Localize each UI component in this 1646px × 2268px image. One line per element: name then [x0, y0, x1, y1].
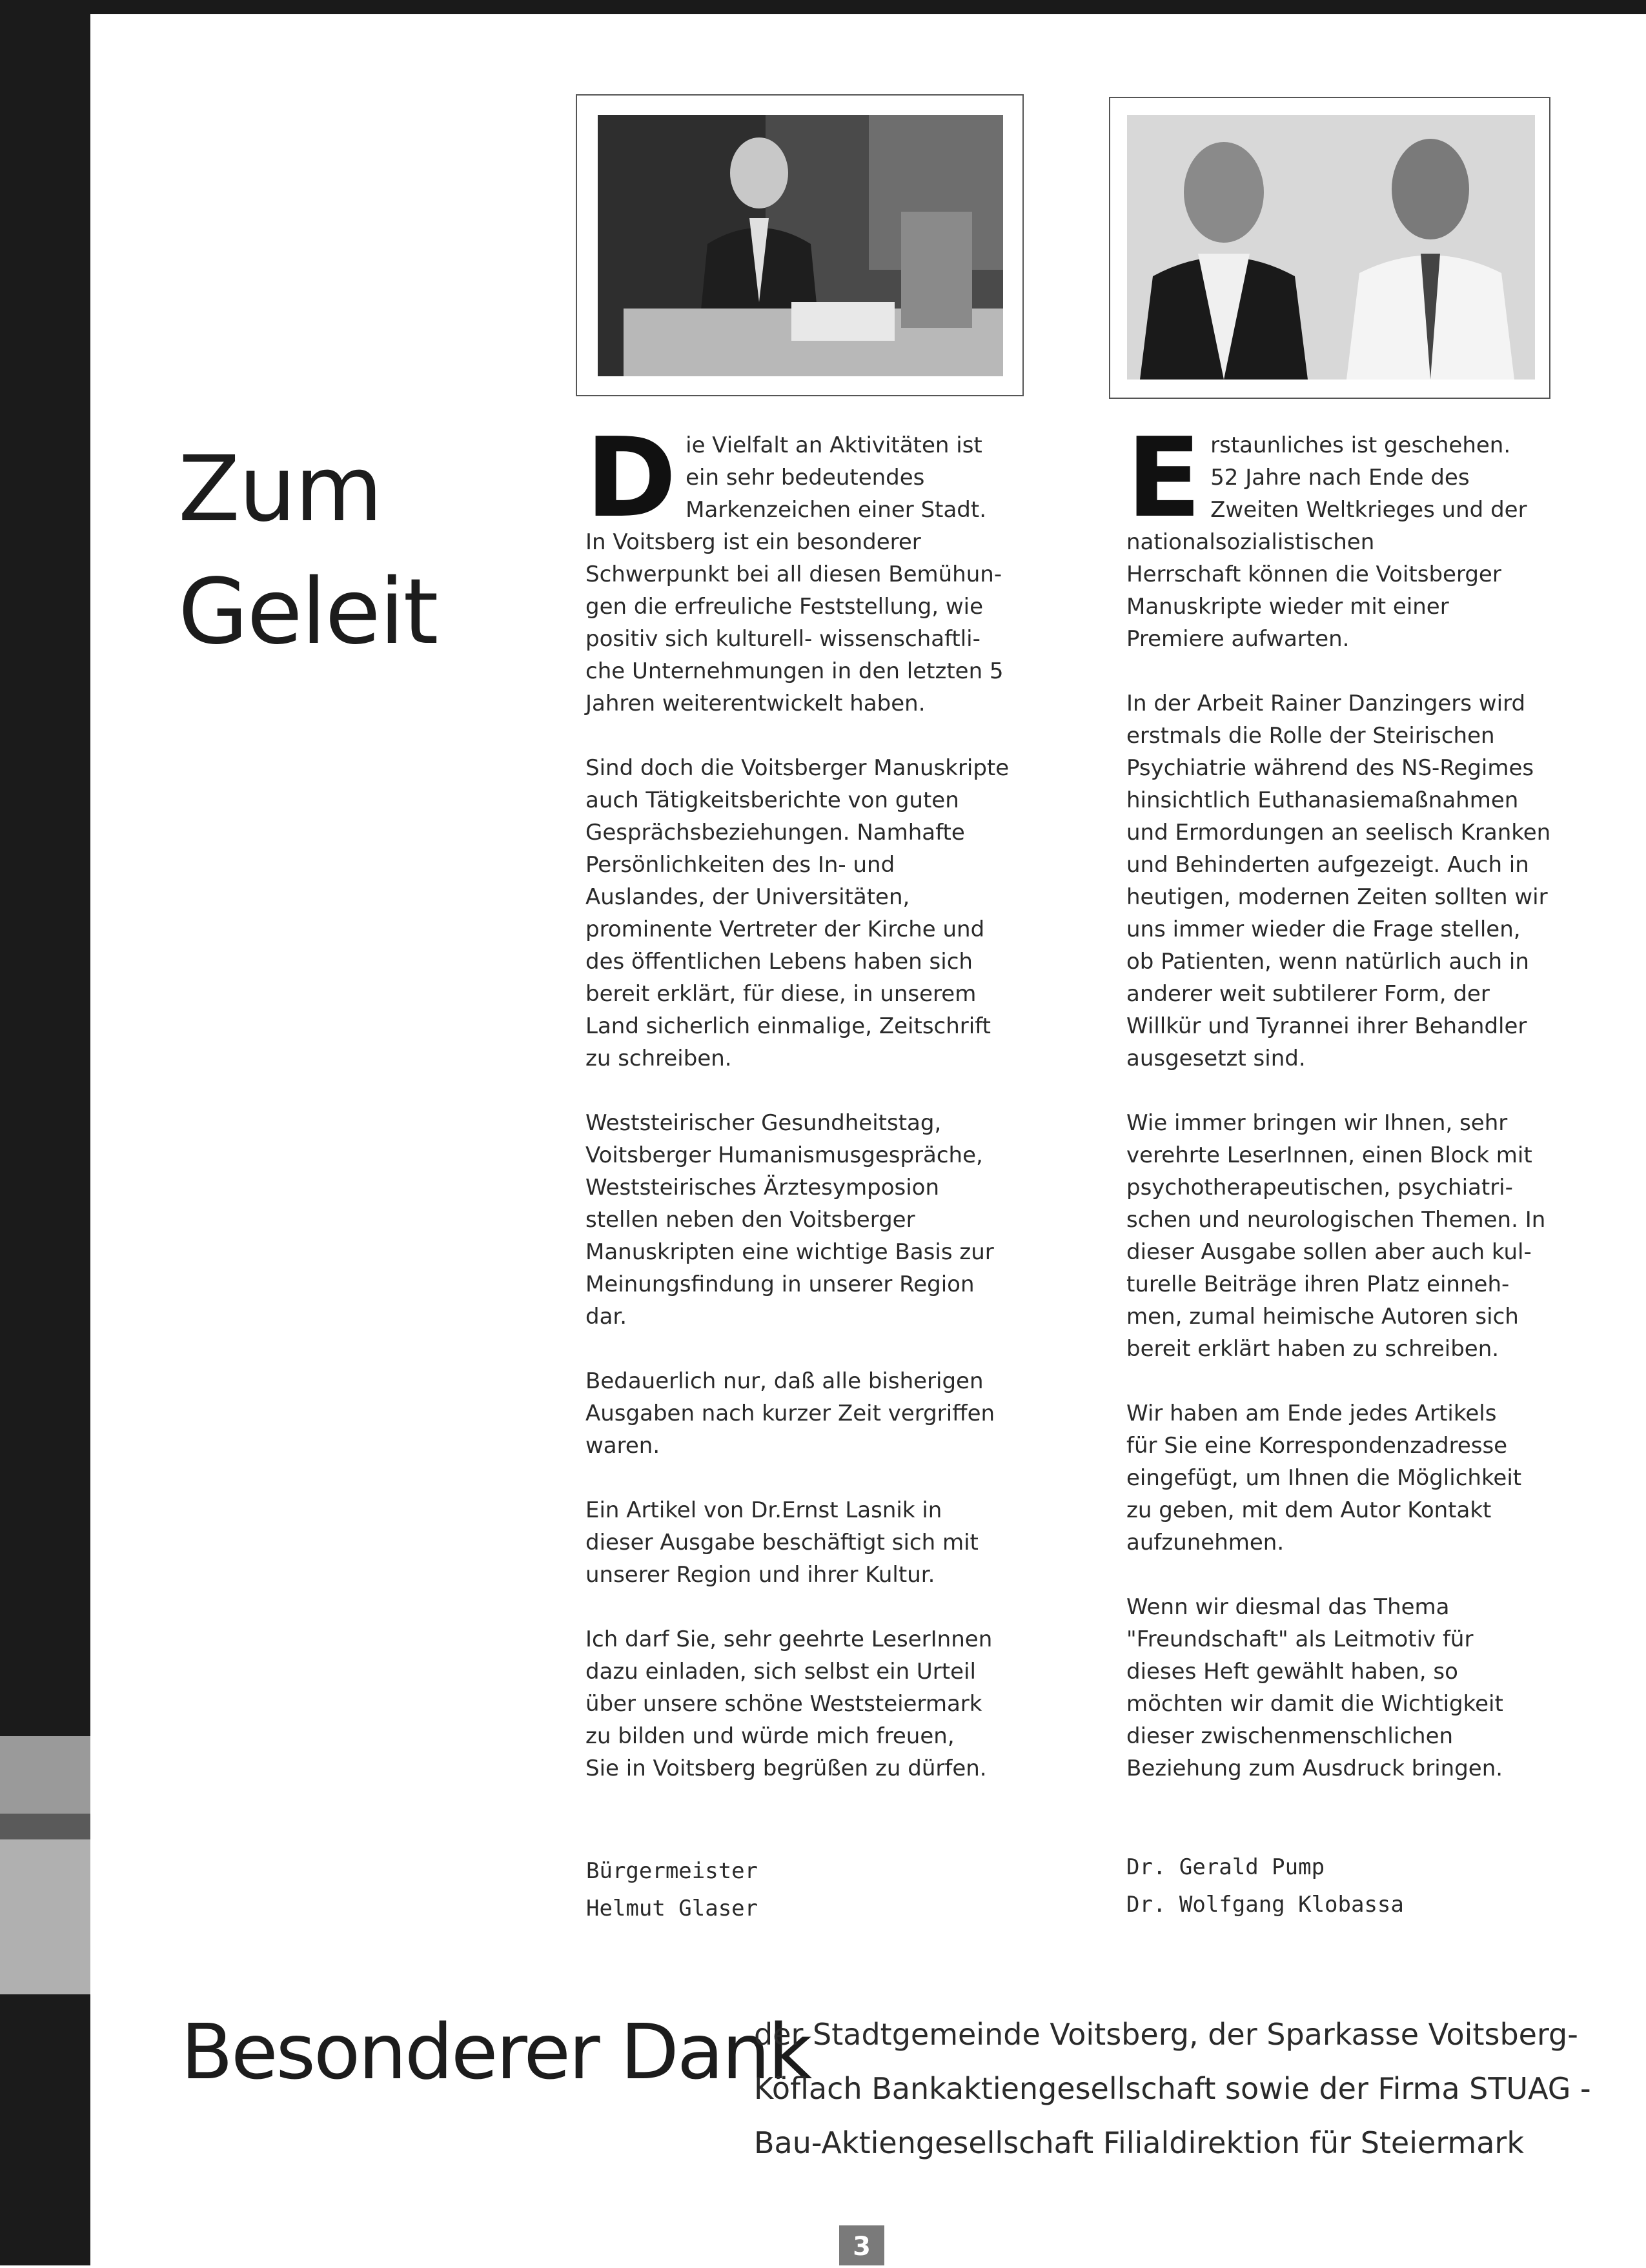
paragraph — [1126, 1107, 1565, 1365]
text-line: dar. — [585, 1304, 627, 1330]
text-line: Markenzeichen einer Stadt. — [686, 497, 987, 523]
text-line: psychotherapeutischen, psychiatri- — [1126, 1175, 1513, 1200]
text-line: gen die erfreuliche Feststellung, wie — [585, 594, 984, 620]
text-line: zu bilden und würde mich freuen, — [585, 1723, 955, 1749]
left-column — [585, 414, 1024, 1817]
page-title-line2: Geleit — [178, 560, 438, 665]
scan-band — [0, 1839, 90, 1994]
text-line: Psychiatrie während des NS-Regimes — [1126, 755, 1534, 781]
text-line: dazu einladen, sich selbst ein Urteil — [585, 1659, 976, 1685]
paragraph — [585, 1365, 1024, 1462]
text-line: des öffentlichen Lebens haben sich — [585, 949, 973, 975]
text-line: Premiere aufwarten. — [1126, 626, 1350, 652]
text-line: Sie in Voitsberg begrüßen zu dürfen. — [585, 1756, 987, 1781]
text-line: möchten wir damit die Wichtigkeit — [1126, 1691, 1503, 1717]
text-line: che Unternehmungen in den letzten 5 — [585, 658, 1004, 684]
photo-frame-mayor — [576, 94, 1024, 396]
signature-mayor — [586, 1852, 758, 1927]
signature-line: Helmut Glaser — [586, 1896, 758, 1921]
photo-two-editors — [1127, 115, 1535, 380]
text-line: für Sie eine Korrespondenzadresse — [1126, 1433, 1508, 1459]
thanks-text — [754, 2007, 1591, 2170]
text-line: Beziehung zum Ausdruck bringen. — [1126, 1756, 1503, 1781]
text-line: ie Vielfalt an Aktivitäten ist — [686, 432, 982, 458]
text-line: anderer weit subtilerer Form, der — [1126, 981, 1490, 1007]
paragraph — [1126, 558, 1565, 655]
text-line: "Freundschaft" als Leitmotiv für — [1126, 1626, 1474, 1652]
text-line: dieser Ausgabe sollen aber auch kul- — [1126, 1239, 1532, 1265]
signature-line: Dr. Wolfgang Klobassa — [1126, 1892, 1404, 1918]
text-line: prominente Vertreter der Kirche und — [585, 916, 985, 942]
text-line: Willkür und Tyrannei ihrer Behandler — [1126, 1013, 1527, 1039]
signature-line: Bürgermeister — [586, 1858, 758, 1884]
paragraph — [585, 1494, 1024, 1591]
text-line: dieser Ausgabe beschäftigt sich mit — [585, 1530, 979, 1555]
paragraph — [585, 1107, 1024, 1333]
text-line: Zweiten Weltkrieges und der — [1210, 497, 1527, 523]
text-line: dieses Heft gewählt haben, so — [1126, 1659, 1458, 1685]
text-line: ausgesetzt sind. — [1126, 1046, 1306, 1071]
text-line: aufzunehmen. — [1126, 1530, 1285, 1555]
scan-band — [0, 1736, 90, 1814]
photo-frame-editors — [1109, 97, 1550, 399]
text-line: schen und neurologischen Themen. In — [1126, 1207, 1546, 1233]
text-line: rstaunliches ist geschehen. — [1210, 432, 1511, 458]
text-line: Meinungsfindung in unserer Region — [585, 1271, 975, 1297]
text-line: stellen neben den Voitsberger — [585, 1207, 915, 1233]
text-line: Bedauerlich nur, daß alle bisherigen — [585, 1368, 984, 1394]
signature-editors — [1126, 1848, 1404, 1923]
text-line: uns immer wieder die Frage stellen, — [1126, 916, 1521, 942]
text-line: 52 Jahre nach Ende des — [1210, 465, 1470, 491]
page-title-line1: Zum — [178, 437, 382, 542]
text-line: Sind doch die Voitsberger Manuskripte — [585, 755, 1010, 781]
text-line: Wenn wir diesmal das Thema — [1126, 1594, 1450, 1620]
text-line: eingefügt, um Ihnen die Möglichkeit — [1126, 1465, 1522, 1491]
text-line: erstmals die Rolle der Steirischen — [1126, 723, 1495, 749]
dropcap-letter: E — [1126, 414, 1202, 542]
text-line: Voitsberger Humanismusgespräche, — [585, 1142, 983, 1168]
text-line: men, zumal heimische Autoren sich — [1126, 1304, 1519, 1330]
text-line: Wir haben am Ende jedes Artikels — [1126, 1401, 1497, 1426]
page-number: 3 — [839, 2225, 884, 2265]
scan-band — [0, 1814, 90, 1839]
paragraph — [585, 1623, 1024, 1785]
text-line: In Voitsberg ist ein besonderer — [585, 529, 921, 555]
paragraph — [1126, 687, 1565, 1075]
thanks-line: Köflach Bankaktiengesellschaft sowie der Firma STUAG - — [754, 2071, 1591, 2106]
text-line: Persönlichkeiten des In- und — [585, 852, 895, 878]
photo-mayor-at-desk — [598, 115, 1003, 376]
text-line: verehrte LeserInnen, einen Block mit — [1126, 1142, 1532, 1168]
thanks-line: der Stadtgemeinde Voitsberg, der Sparkasse Voitsberg- — [754, 2017, 1578, 2052]
text-line: Auslandes, der Universitäten, — [585, 884, 910, 910]
paragraph — [1126, 1397, 1565, 1559]
text-line: bereit erklärt, für diese, in unserem — [585, 981, 977, 1007]
text-line: bereit erklärt haben zu schreiben. — [1126, 1336, 1499, 1362]
text-line: Ausgaben nach kurzer Zeit vergriffen — [585, 1401, 995, 1426]
paragraph — [585, 558, 1024, 720]
text-line: hinsichtlich Euthanasiemaßnahmen — [1126, 787, 1519, 813]
text-line: heutigen, modernen Zeiten sollten wir — [1126, 884, 1548, 910]
scan-edge-top — [0, 0, 1646, 14]
text-line: Wie immer bringen wir Ihnen, sehr — [1126, 1110, 1508, 1136]
text-line: In der Arbeit Rainer Danzingers wird — [1126, 691, 1526, 716]
paragraph — [585, 752, 1024, 1075]
text-line: Weststeirischer Gesundheitstag, — [585, 1110, 942, 1136]
text-line: Weststeirisches Ärztesymposion — [585, 1175, 940, 1200]
text-line: auch Tätigkeitsberichte von guten — [585, 787, 959, 813]
text-line: unserer Region und ihrer Kultur. — [585, 1562, 935, 1588]
text-line: ein sehr bedeutendes — [686, 465, 925, 491]
text-line: zu geben, mit dem Autor Kontakt — [1126, 1497, 1492, 1523]
text-line: Ich darf Sie, sehr geehrte LeserInnen — [585, 1626, 993, 1652]
text-line: über unsere schöne Weststeiermark — [585, 1691, 982, 1717]
text-line: turelle Beiträge ihren Platz einneh- — [1126, 1271, 1510, 1297]
text-line: Schwerpunkt bei all diesen Bemühun- — [585, 562, 1002, 587]
thanks-line: Bau-Aktiengesellschaft Filialdirektion für Steiermark — [754, 2125, 1524, 2160]
text-line: dieser zwischenmenschlichen — [1126, 1723, 1454, 1749]
text-line: und Behinderten aufgezeigt. Auch in — [1126, 852, 1529, 878]
text-line: nationalsozialistischen — [1126, 529, 1375, 555]
text-line: Manuskripte wieder mit einer — [1126, 594, 1449, 620]
text-line: Land sicherlich einmalige, Zeitschrift — [585, 1013, 991, 1039]
left-intro — [585, 414, 1024, 720]
page-title — [178, 429, 437, 674]
text-line: zu schreiben. — [585, 1046, 732, 1071]
thanks-title: Besonderer Dank — [181, 2007, 811, 2096]
text-line: Herrschaft können die Voitsberger — [1126, 562, 1501, 587]
text-line: waren. — [585, 1433, 660, 1459]
dropcap-letter: D — [585, 414, 677, 542]
text-line: positiv sich kulturell- wissenschaftli- — [585, 626, 980, 652]
signature-line: Dr. Gerald Pump — [1126, 1854, 1325, 1880]
text-line: ob Patienten, wenn natürlich auch in — [1126, 949, 1529, 975]
text-line: Ein Artikel von Dr.Ernst Lasnik in — [585, 1497, 942, 1523]
text-line: Gesprächsbeziehungen. Namhafte — [585, 820, 965, 845]
right-column — [1126, 414, 1565, 1817]
paragraph — [1126, 1591, 1565, 1785]
text-line: Jahren weiterentwickelt haben. — [585, 691, 926, 716]
text-line: Manuskripten eine wichtige Basis zur — [585, 1239, 994, 1265]
right-intro — [1126, 414, 1565, 655]
text-line: und Ermordungen an seelisch Kranken — [1126, 820, 1551, 845]
